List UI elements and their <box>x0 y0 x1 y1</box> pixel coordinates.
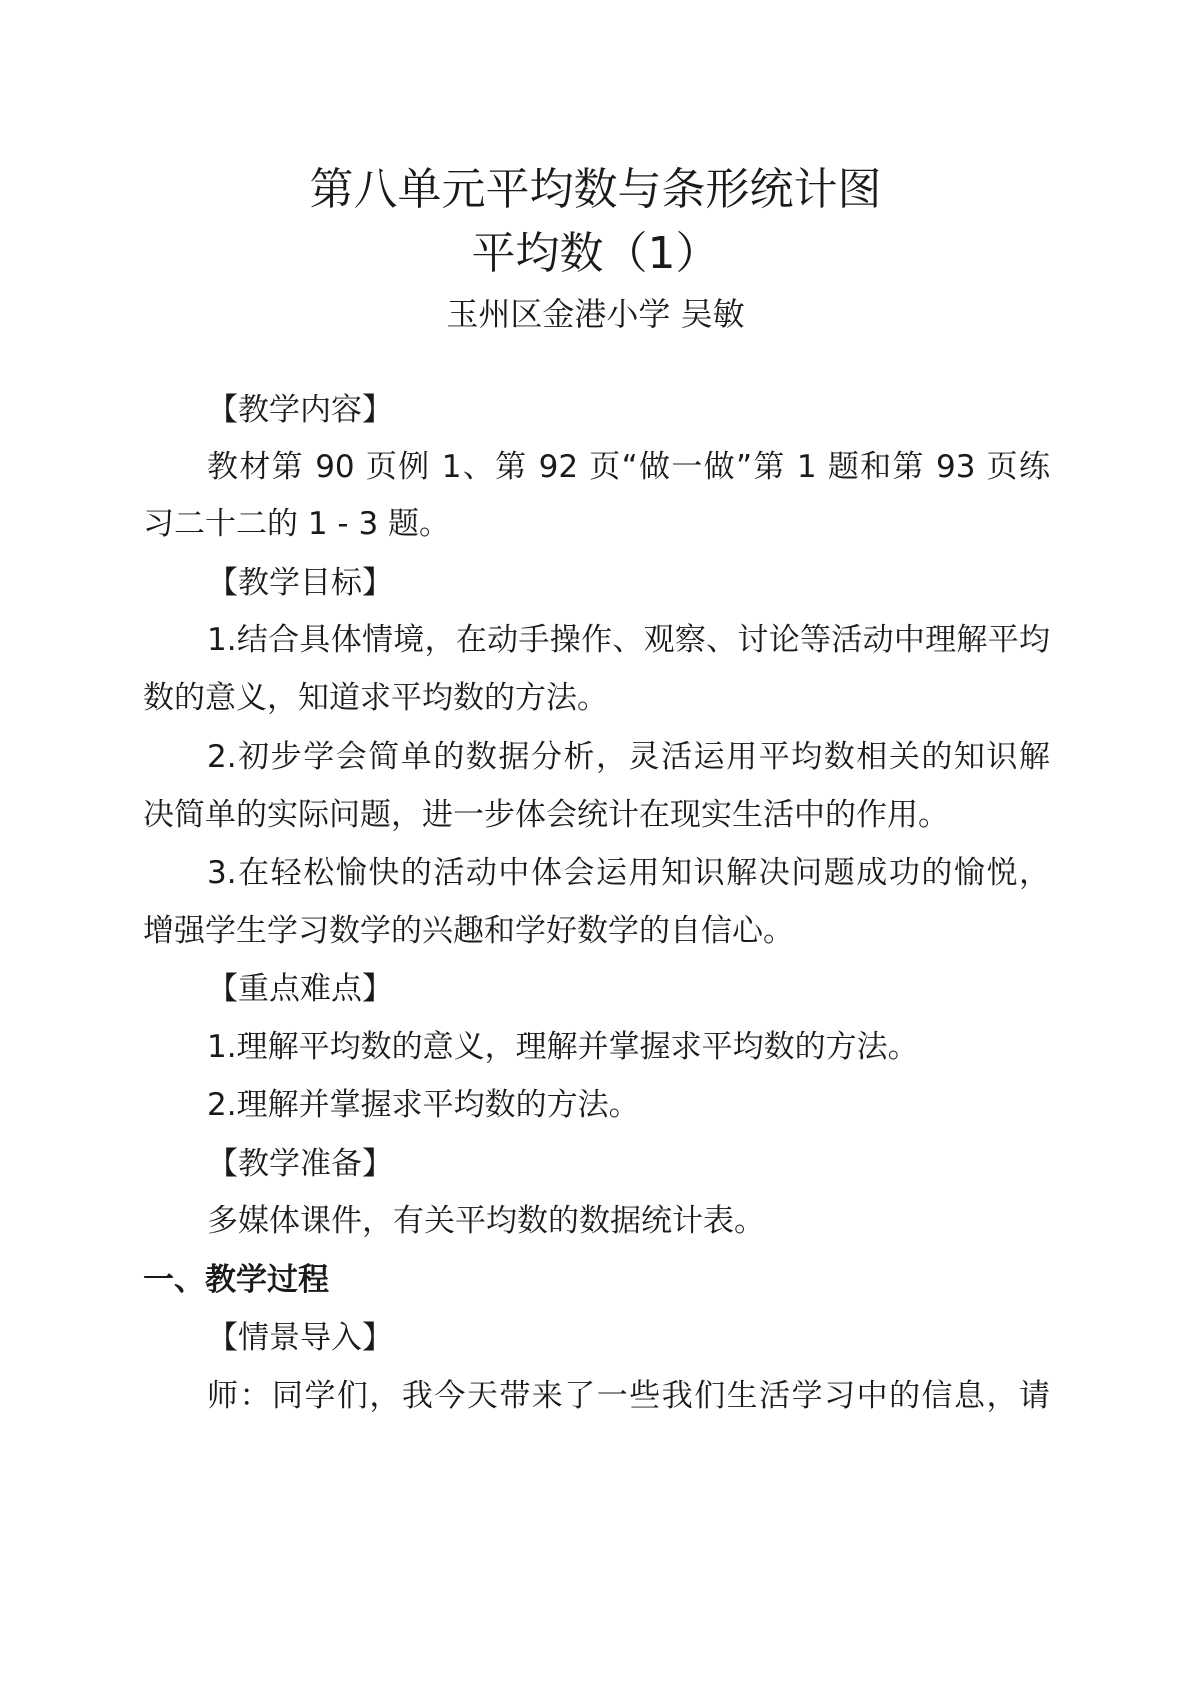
document-subtitle: 平均数（1） <box>471 228 720 279</box>
section-heading-content: 【教学内容】 <box>207 392 393 428</box>
paragraph-line: 2.理解并掌握求平均数的方法。 <box>207 1087 640 1123</box>
author-line: 玉州区金港小学 吴敏 <box>446 295 745 333</box>
section-heading-prep: 【教学准备】 <box>207 1146 393 1182</box>
paragraph-line: 3.在轻松愉快的活动中体会运用知识解决问题成功的愉悦， <box>207 855 1050 891</box>
paragraph-line: 增强学生学习数学的兴趣和学好数学的自信心。 <box>143 913 794 949</box>
paragraph-line: 教材第 90 页例 1、第 92 页“做一做”第 1 题和第 93 页练 <box>207 449 1050 485</box>
paragraph-line: 习二十二的 1 - 3 题。 <box>143 506 451 542</box>
paragraph-line: 1.结合具体情境，在动手操作、观察、讨论等活动中理解平均 <box>207 622 1050 658</box>
paragraph-line: 师：同学们，我今天带来了一些我们生活学习中的信息，请 <box>207 1378 1050 1414</box>
paragraph-line: 多媒体课件，有关平均数的数据统计表。 <box>207 1203 765 1239</box>
paragraph-line: 数的意义，知道求平均数的方法。 <box>143 680 608 716</box>
paragraph-line: 2.初步学会简单的数据分析，灵活运用平均数相关的知识解 <box>207 739 1050 775</box>
paragraph-line: 1.理解平均数的意义，理解并掌握求平均数的方法。 <box>207 1029 919 1065</box>
section-heading-key: 【重点难点】 <box>207 971 393 1007</box>
document-title: 第八单元平均数与条形统计图 <box>309 164 882 215</box>
section-heading-intro: 【情景导入】 <box>207 1320 393 1356</box>
paragraph-line: 决简单的实际问题，进一步体会统计在现实生活中的作用。 <box>143 797 949 833</box>
section-heading-goals: 【教学目标】 <box>207 565 393 601</box>
section-heading-process: 一、教学过程 <box>143 1262 329 1298</box>
